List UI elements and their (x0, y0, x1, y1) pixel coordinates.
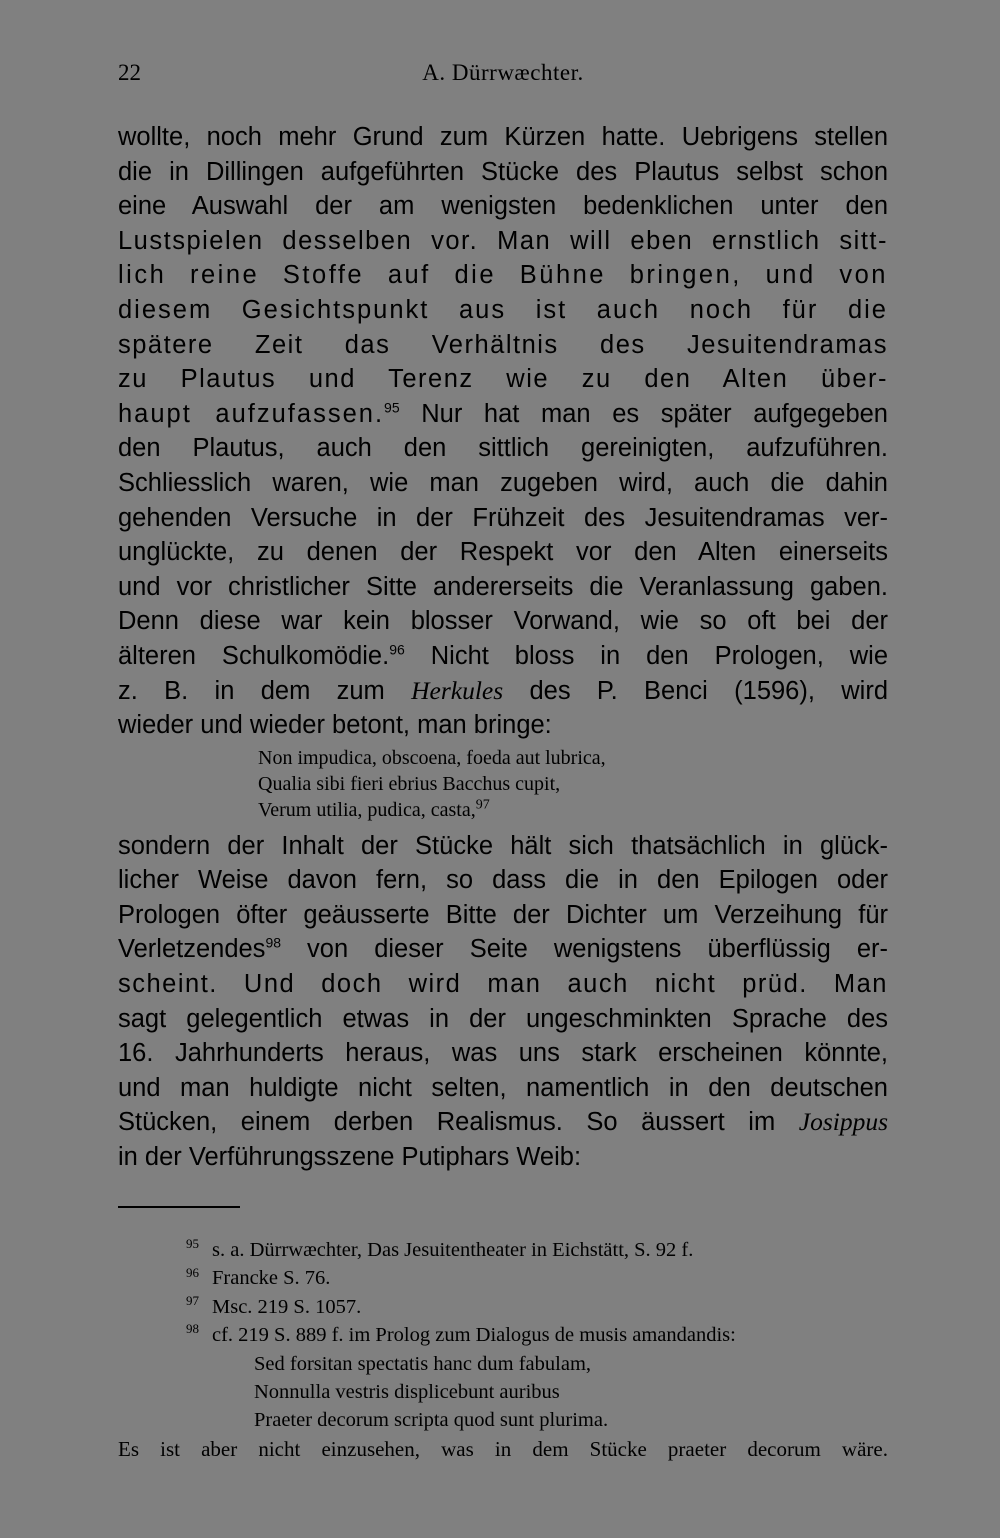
verse-text: Verum utilia, pudica, casta, (258, 798, 476, 821)
footnote: 95 s. a. Dürrwæchter, Das Jesuitentheater in Eichstätt, S. 92 f. (186, 1236, 694, 1261)
footnote-verse-line: Praeter decorum scripta quod sunt plurima. (254, 1409, 609, 1432)
text-line: 16. Jahrhunderts heraus, was uns stark erscheinen könnte, (118, 1039, 888, 1068)
footnote-ref: 96 (389, 641, 405, 658)
footnote: 96 Francke S. 76. (186, 1264, 331, 1290)
text-line (118, 639, 888, 674)
text-fragment: Nicht bloss in den Prologen, wie (404, 641, 888, 670)
italic-title: Josippus (798, 1107, 888, 1137)
footnote-ref: 95 (384, 399, 400, 416)
spaced-text: haupt aufzufassen. (118, 399, 385, 428)
verse-line: Qualia sibi fieri ebrius Bacchus cupit, (258, 772, 561, 795)
footnote-ref: 97 (475, 797, 490, 813)
text-fragment: Verletzendes (118, 935, 266, 964)
footnote-text: s. a. Dürrwæchter, Das Jesuitentheater in Eichstätt, S. 92 f. (212, 1239, 694, 1261)
text-fragment: z. B. in dem zum (118, 676, 412, 705)
text-line: wieder und wieder betont, man bringe: (118, 711, 552, 740)
text-fragment: Stücken, einem derben Realismus. So äussert im (118, 1108, 799, 1137)
text-fragment: von dieser Seite wenigstens überflüssig er- (281, 935, 888, 964)
text-line: den Plautus, auch den sittlich gereinigten, aufzuführen. (118, 434, 888, 463)
text-line: Schliesslich waren, wie man zugeben wird, auch die dahin (118, 468, 888, 497)
text-line: Prologen öfter geäusserte Bitte der Dichter um Verzeihung für (118, 900, 888, 929)
text-line: zu Plautus und Terenz wie zu den Alten über- (118, 365, 888, 394)
footnote-text: Francke S. 76. (212, 1267, 331, 1290)
text-fragment: des P. Benci (1596), wird (503, 676, 888, 705)
text-line: licher Weise davon fern, so dass die in den Epilogen oder (118, 866, 888, 895)
text-line: wollte, noch mehr Grund zum Kürzen hatte. Uebrigens stellen (118, 123, 888, 151)
text-line: und man huldigte nicht selten, namentlich in den deutschen (118, 1073, 888, 1102)
verse-quote (258, 745, 888, 823)
text-line: die in Dillingen aufgeführten Stücke des Plautus selbst schon (118, 157, 888, 186)
text-line: diesem Gesichtspunkt aus ist auch noch für die (118, 295, 888, 324)
footnote-ref: 98 (265, 934, 282, 951)
footnote: 97 Msc. 219 S. 1057. (186, 1292, 362, 1318)
text-line: Denn diese war kein blosser Vorwand, wie so oft bei der (118, 607, 888, 636)
text-line (118, 1105, 888, 1140)
footnotes (118, 1236, 888, 1465)
footnote-divider (118, 1206, 240, 1208)
text-line: und vor christlicher Sitte andererseits die Veranlassung gaben. (118, 572, 888, 601)
text-line: unglückte, zu denen der Respekt vor den Alten einerseits (118, 538, 888, 567)
running-head: A. Dürrwæchter. (422, 60, 584, 85)
text-fragment: Nur hat man es später aufgegeben (399, 399, 888, 428)
text-line: lich reine Stoffe auf die Bühne bringen, und von (118, 261, 888, 290)
text-line (118, 674, 888, 709)
page-number: 22 (118, 60, 141, 85)
italic-title: Herkules (411, 675, 504, 705)
text-line (118, 932, 888, 967)
text-line (118, 397, 888, 432)
text-line: gehenden Versuche in der Frühzeit des Jesuitendramas ver- (118, 503, 888, 532)
text-line: in der Verführungsszene Putiphars Weib: (118, 1143, 582, 1172)
text-line: scheint. Und doch wird man auch nicht prüd. Man (118, 970, 888, 999)
main-text (118, 120, 888, 1175)
footnote-text: cf. 219 S. 889 f. im Prolog zum Dialogus de musis amandandis: (212, 1324, 736, 1347)
verse-line (258, 797, 888, 823)
page-header (118, 60, 888, 96)
footnote-verse-line: Sed forsitan spectatis hanc dum fabulam, (254, 1352, 592, 1375)
text-line: sondern der Inhalt der Stücke hält sich thatsächlich in glück- (118, 831, 888, 860)
text-line: sagt gelegentlich etwas in der ungeschminkten Sprache des (118, 1004, 888, 1033)
footnote-text: Msc. 219 S. 1057. (212, 1295, 362, 1318)
footnote: 98 cf. 219 S. 889 f. im Prolog zum Dialogus de musis amandandis: (186, 1321, 736, 1347)
text-line: eine Auswahl der am wenigsten bedenklichen unter den (118, 192, 888, 221)
text-line: Lustspielen desselben vor. Man will eben ernstlich sitt- (118, 226, 888, 255)
footnote-verse-line: Nonnulla vestris displicebunt auribus (254, 1380, 560, 1403)
footnote-closing-line: Es ist aber nicht einzusehen, was in dem Stücke praeter decorum wäre. (118, 1436, 888, 1461)
text-fragment: älteren Schulkomödie. (118, 641, 390, 670)
verse-line: Non impudica, obscoena, foeda aut lubrica, (258, 746, 606, 769)
text-line: spätere Zeit das Verhältnis des Jesuitendramas (118, 330, 888, 359)
